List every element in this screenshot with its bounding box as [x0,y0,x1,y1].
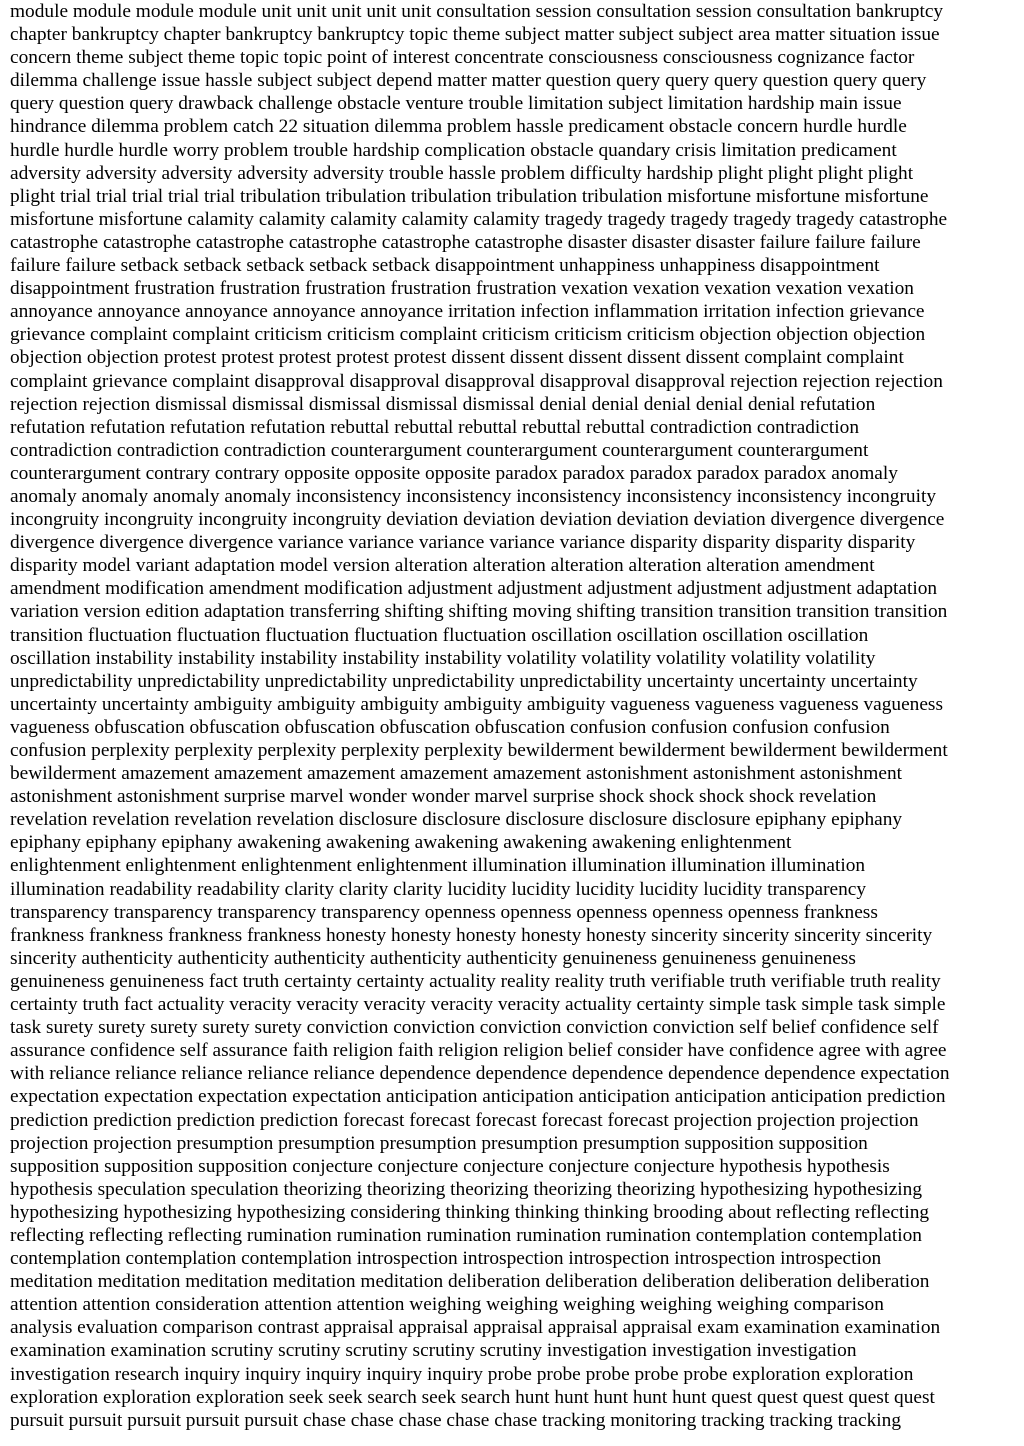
text-line: epiphany epiphany epiphany awakening awakening awakening awakening awakening enlightenment [10,832,792,854]
text-line: hurdle hurdle hurdle worry problem trouble hardship complication obstacle quandary crisis limitation predicament [10,139,897,161]
text-line: uncertainty uncertainty ambiguity ambiguity ambiguity ambiguity ambiguity vagueness vagueness vagueness vagueness [10,693,943,715]
document-body [10,0,1020,1432]
text-line: amendment modification amendment modification adjustment adjustment adjustment adjustment adjustment adaptation [10,578,938,600]
text-line: examination examination scrutiny scrutiny scrutiny scrutiny scrutiny investigation investigation investigation [10,1340,857,1362]
text-line: oscillation instability instability instability instability instability volatility volatility volatility volatility volatility [10,647,876,669]
text-line: genuineness genuineness fact truth certainty certainty actuality reality reality truth verifiable truth verifiable truth reality [10,970,941,992]
text-line: disappointment frustration frustration frustration frustration frustration vexation vexation vexation vexation vexation [10,278,914,300]
text-line: plight trial trial trial trial trial tribulation tribulation tribulation tribulation tribulation misfortune misfortune misfortune [10,185,929,207]
text-line: revelation revelation revelation revelation disclosure disclosure disclosure disclosure disclosure epiphany epiphany [10,809,903,831]
text-line: dilemma challenge issue hassle subject subject depend matter matter question query query query question query query [10,70,927,92]
text-line: grievance complaint complaint criticism criticism complaint criticism criticism criticism objection objection objection [10,324,926,346]
text-line: misfortune misfortune calamity calamity calamity calamity calamity tragedy tragedy tragedy tragedy tragedy catastrophe [10,208,948,230]
text-line: attention attention consideration attention attention weighing weighing weighing weighing weighing comparison [10,1294,884,1316]
text-line: complaint grievance complaint disapproval disapproval disapproval disapproval disapproval rejection rejection rejection [10,370,943,392]
text-line: task surety surety surety surety surety conviction conviction conviction conviction conviction self belief confidence self [10,1017,939,1039]
text-line: vagueness obfuscation obfuscation obfuscation obfuscation obfuscation confusion confusion confusion confusion [10,716,890,738]
text-line: pursuit pursuit pursuit pursuit pursuit chase chase chase chase chase tracking monitoring tracking tracking tracking [10,1409,902,1431]
text-line: reflecting reflecting reflecting rumination rumination rumination rumination rumination contemplation contemplation [10,1224,922,1246]
text-line: module module module module unit unit unit unit unit consultation session consultation session consultation bankruptcy [10,1,944,22]
text-line: prediction prediction prediction prediction forecast forecast forecast forecast forecast projection projection projection [10,1109,919,1131]
text-line: confusion perplexity perplexity perplexity perplexity perplexity bewilderment bewilderment bewilderment bewilderment [10,740,948,761]
text-line: meditation meditation meditation meditation meditation deliberation deliberation deliberation deliberation deliberation [10,1271,930,1293]
text-line: sincerity authenticity authenticity authenticity authenticity authenticity genuineness genuineness genuineness [10,947,856,969]
text-line: contradiction contradiction contradiction counterargument counterargument counterargument counterargument [10,439,869,461]
text-line: query question query drawback challenge obstacle venture trouble limitation subject limitation hardship main issue [10,93,902,115]
text-line: failure failure setback setback setback setback setback disappointment unhappiness unhappiness disappointment [10,255,880,277]
text-line: bewilderment amazement amazement amazement amazement amazement astonishment astonishment astonishment [10,763,903,785]
text-line: concern theme subject theme topic topic point of interest concentrate consciousness consciousness cognizance factor [10,47,915,69]
text-line: certainty truth fact actuality veracity veracity veracity veracity veracity actuality certainty simple task simple task simple [10,994,946,1016]
text-line: unpredictability unpredictability unpredictability unpredictability unpredictability uncertainty uncertainty uncertainty [10,670,918,692]
text-line: counterargument contrary contrary opposite opposite opposite paradox paradox paradox paradox paradox anomaly [10,462,898,484]
text-line: exploration exploration exploration seek seek search seek search hunt hunt hunt hunt hunt quest quest quest quest quest [10,1386,935,1408]
text-line: hindrance dilemma problem catch 22 situation dilemma problem hassle predicament obstacle concern hurdle hurdle [10,116,907,138]
text-line: hypothesizing hypothesizing hypothesizing considering thinking thinking thinking brooding about reflecting reflecting [10,1201,930,1223]
text-line: chapter bankruptcy chapter bankruptcy bankruptcy topic theme subject matter subject subject area matter situation issue [10,24,940,46]
text-line: catastrophe catastrophe catastrophe catastrophe catastrophe catastrophe disaster disaster disaster failure failure failure [10,231,921,253]
text-line: disparity model variant adaptation model version alteration alteration alteration alteration alteration amendment [10,555,875,577]
text-line: divergence divergence divergence variance variance variance variance variance disparity disparity disparity disparity [10,532,916,554]
text-line: projection projection presumption presumption presumption presumption presumption supposition supposition [10,1132,868,1154]
text-line: variation version edition adaptation transferring shifting shifting moving shifting transition transition transition transition [10,601,948,623]
text-line: with reliance reliance reliance reliance reliance dependence dependence dependence dependence dependence expectation [10,1063,950,1085]
text-line: supposition supposition supposition conjecture conjecture conjecture conjecture conjecture hypothesis hypothesis [10,1155,890,1177]
text-line: expectation expectation expectation expectation anticipation anticipation anticipation anticipation anticipation prediction [10,1086,946,1108]
text-line: hypothesis speculation speculation theorizing theorizing theorizing theorizing theorizing hypothesizing hypothesizing [10,1178,923,1200]
text-line: contemplation contemplation contemplation introspection introspection introspection introspection introspection [10,1248,882,1270]
text-line: investigation research inquiry inquiry inquiry inquiry inquiry probe probe probe probe probe exploration exploration [10,1363,914,1385]
text-line: objection objection protest protest protest protest protest dissent dissent dissent dissent dissent complaint complaint [10,347,904,369]
text-line: illumination readability readability clarity clarity clarity lucidity lucidity lucidity lucidity lucidity transparency [10,878,867,900]
text-line: astonishment astonishment surprise marvel wonder wonder marvel surprise shock shock shock shock revelation [10,786,877,808]
text-line: incongruity incongruity incongruity incongruity deviation deviation deviation deviation deviation divergence divergence [10,509,945,531]
text-line: transition fluctuation fluctuation fluctuation fluctuation fluctuation oscillation oscillation oscillation oscillation [10,624,869,646]
text-line: annoyance annoyance annoyance annoyance annoyance irritation infection inflammation irritation infection grievance [10,301,925,323]
text-line: refutation refutation refutation refutation rebuttal rebuttal rebuttal rebuttal rebuttal contradiction contradiction [10,416,860,438]
text-line: analysis evaluation comparison contrast appraisal appraisal appraisal appraisal appraisal exam examination examination [10,1317,941,1339]
text-line: enlightenment enlightenment enlightenment enlightenment illumination illumination illumination illumination [10,855,866,877]
text-line: frankness frankness frankness frankness honesty honesty honesty honesty honesty sincerity sincerity sincerity sincerity [10,924,933,946]
text-line: transparency transparency transparency transparency openness openness openness openness openness frankness [10,901,878,923]
text-line: adversity adversity adversity adversity adversity trouble hassle problem difficulty hardship plight plight plight plight [10,162,914,184]
text-line: anomaly anomaly anomaly anomaly inconsistency inconsistency inconsistency inconsistency inconsistency incongruity [10,485,937,507]
text-line: rejection rejection dismissal dismissal dismissal dismissal dismissal denial denial denial denial denial refutation [10,393,876,415]
text-line: assurance confidence self assurance faith religion faith religion religion belief consider have confidence agree with agree [10,1040,947,1062]
